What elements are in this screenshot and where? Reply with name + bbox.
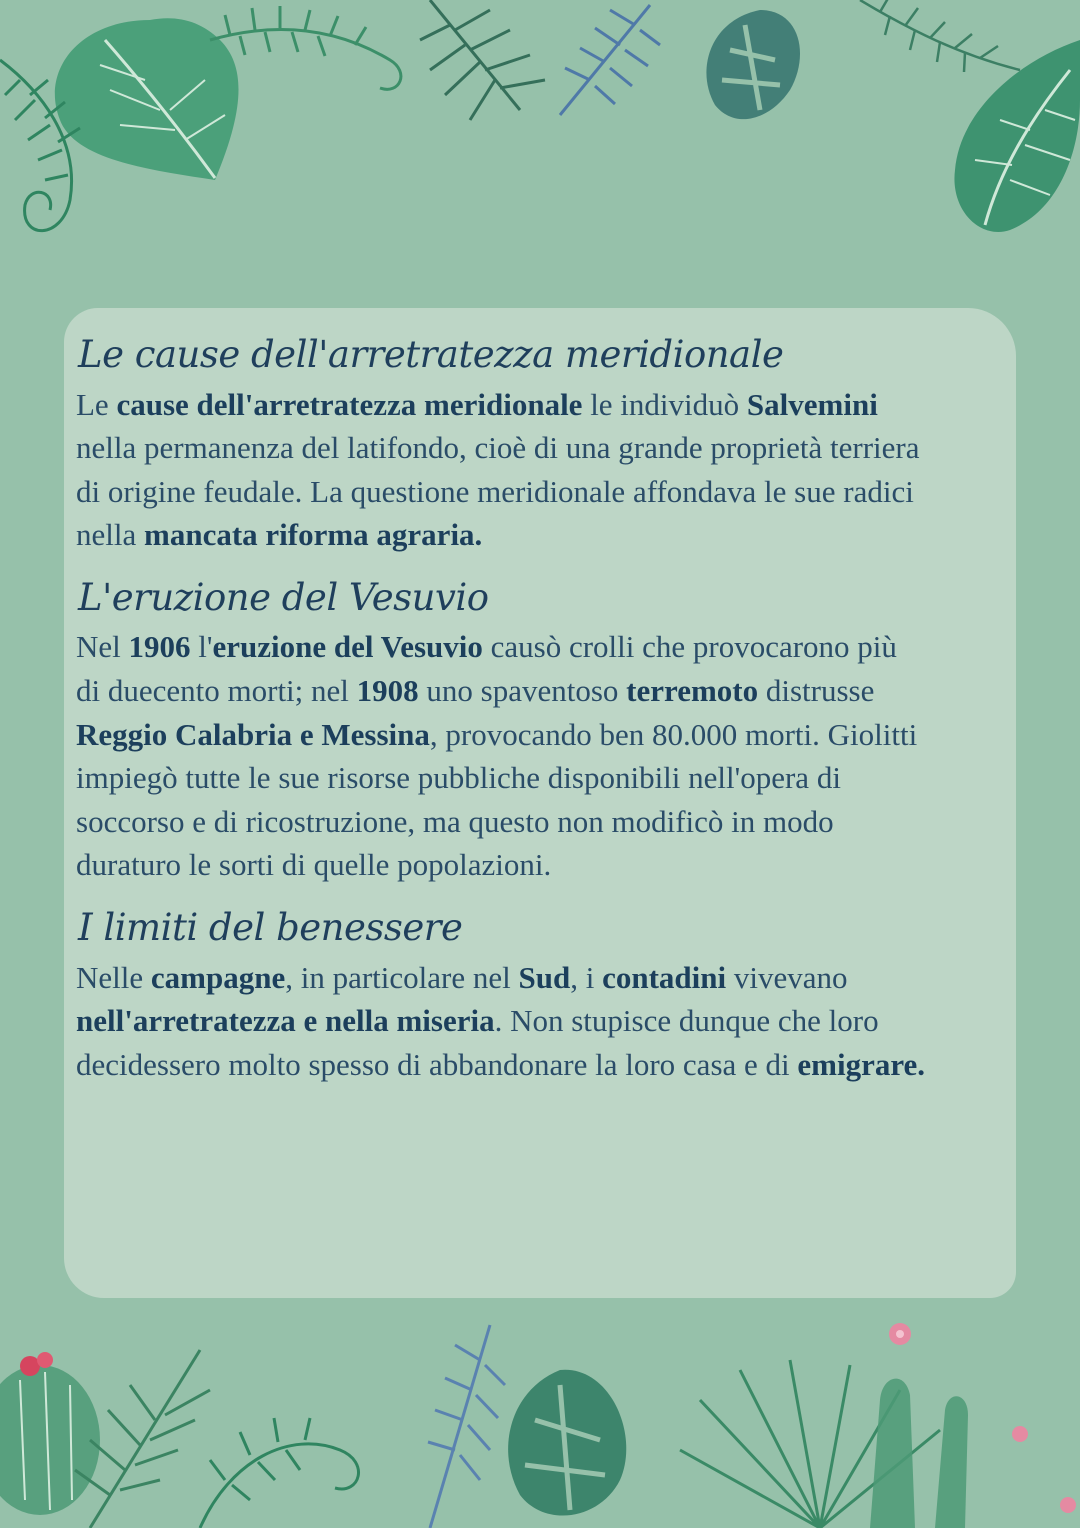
text-line	[76, 383, 986, 427]
heart-leaf-illustration	[55, 18, 239, 180]
fern-frond-top-right	[860, 0, 1020, 72]
sections-container	[76, 334, 986, 1086]
cactus-right-illustration	[870, 1323, 1076, 1528]
text-run: le individuò	[582, 386, 747, 422]
text-run: uno spaventoso	[418, 673, 627, 709]
text-run: di duecento morti; nel	[76, 673, 357, 709]
section-heading: L'eruzione del Vesuvio	[78, 575, 489, 619]
fern-frond-top	[210, 6, 401, 89]
text-run: causò crolli che provocarono più	[482, 629, 897, 665]
section-heading: I limiti del benessere	[78, 906, 463, 950]
text-run: Nelle	[76, 959, 151, 995]
bold-text: contadini	[602, 959, 727, 995]
text-run: distrusse	[758, 673, 875, 709]
text-line	[76, 669, 986, 713]
text-line	[76, 843, 986, 887]
text-line	[76, 625, 986, 669]
text-run: impiegò tutte le sue risorse pubbliche disponibili nell'opera di	[76, 760, 841, 796]
text-run: . Non stupisce dunque che loro	[494, 1003, 879, 1039]
monstera-leaf-top	[706, 10, 800, 119]
bold-text: nell'arretratezza e nella miseria	[76, 1003, 495, 1039]
text-line	[76, 999, 986, 1043]
text-line	[76, 713, 986, 757]
section-paragraph	[76, 383, 986, 557]
cactus-left-illustration	[0, 1352, 100, 1515]
fern-curl-bottom	[200, 1418, 359, 1528]
text-line	[76, 513, 986, 557]
bold-text: terremoto	[626, 673, 759, 709]
text-line	[76, 756, 986, 800]
section-heading: Le cause dell'arretratezza meridionale	[78, 333, 784, 376]
bold-text: emigrare.	[797, 1046, 926, 1082]
section-paragraph	[76, 956, 986, 1087]
text-line	[76, 470, 986, 514]
text-line	[76, 1043, 986, 1087]
text-run: l'	[190, 629, 213, 665]
text-line	[76, 800, 986, 844]
bold-text: campagne	[150, 959, 286, 995]
top-foliage-decoration	[0, 0, 1080, 260]
text-run: soccorso e di ricostruzione, ma questo non modificò in modo	[76, 803, 834, 839]
section-paragraph	[76, 625, 986, 887]
text-run: di origine feudale. La questione meridionale affondava le sue radici	[76, 473, 914, 509]
text-run: decidessero molto spesso di abbandonare la loro casa e di	[76, 1046, 798, 1082]
bold-text: eruzione del Vesuvio	[212, 629, 483, 665]
bold-text: Reggio Calabria e Messina	[76, 716, 430, 752]
text-line	[76, 956, 986, 1000]
bold-text: cause dell'arretratezza meridionale	[116, 386, 583, 422]
bold-text: mancata riforma agraria.	[144, 517, 483, 553]
blue-fern-bottom	[428, 1325, 505, 1528]
content-card	[64, 308, 1016, 1298]
text-run: duraturo le sorti di quelle popolazioni.	[76, 847, 552, 883]
text-run: , provocando ben 80.000 morti. Giolitti	[429, 716, 918, 752]
text-run: Nel	[76, 629, 129, 665]
bottom-foliage-decoration	[0, 1300, 1080, 1528]
text-run: vivevano	[726, 959, 848, 995]
bold-text: Sud	[518, 959, 571, 995]
bold-text: 1908	[356, 673, 419, 709]
text-line	[76, 426, 986, 470]
bold-text: 1906	[128, 629, 191, 665]
monstera-leaf-bottom	[508, 1370, 626, 1516]
text-run: nella permanenza del latifondo, cioè di una grande proprietà terriera	[76, 430, 920, 466]
text-run: Le	[76, 386, 117, 422]
palm-leaf-top-center	[420, 0, 545, 120]
text-run: nella	[76, 517, 144, 553]
bold-text: Salvemini	[746, 386, 878, 422]
text-run: , i	[570, 959, 603, 995]
text-run: , in particolare nel	[285, 959, 519, 995]
blue-fern-top	[560, 5, 660, 115]
